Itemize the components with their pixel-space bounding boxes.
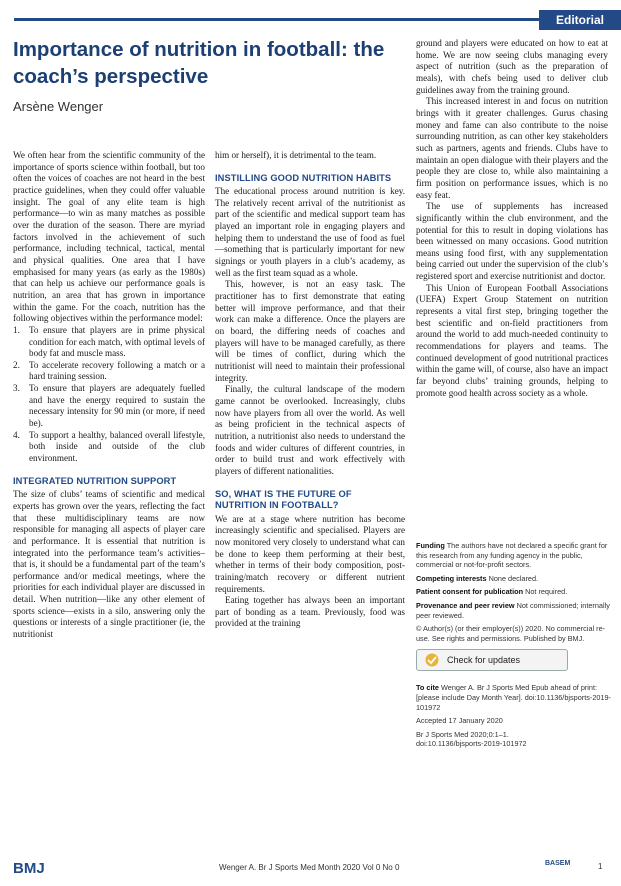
funding-label: Funding: [416, 541, 445, 550]
list-item: [13, 325, 205, 360]
paragraph: Eating together has always been an important part of bonding as a team. Previously, food was provided at the training: [215, 595, 405, 629]
list-number: 2.: [13, 359, 20, 370]
competing-interests: [416, 574, 611, 584]
section-heading: SO, WHAT IS THE FUTURE OF NUTRITION IN FOOTBALL?: [215, 488, 352, 511]
copyright-notice: © Author(s) (or their employer(s)) 2020. No commercial re-use. See rights and permissions. Published by BMJ.: [416, 624, 606, 643]
consent-text: Not required.: [525, 587, 568, 597]
consent-label: Patient consent for publication: [416, 587, 524, 597]
list-text: To ensure that players are in prime physical condition for each match, with optimal levels of body fat and muscle mass.: [29, 324, 205, 359]
provenance-text: Not commissioned; internally peer reviewed.: [416, 600, 610, 620]
patient-consent: [416, 587, 611, 597]
column-2: [215, 150, 405, 630]
header-bar: [0, 10, 621, 26]
paragraph: We are at a stage where nutrition has become increasingly scientific and specialised. Players are now monitored very closely to understand what can be done to keep them performing at their best, whether in terms of their body composition, post-training/match recovery or different nutrient requirements.: [215, 513, 405, 594]
section-heading: INSTILLING GOOD NUTRITION HABITS: [215, 172, 392, 183]
provenance: [416, 601, 611, 620]
footer-citation: Wenger A. Br J Sports Med Month 2020 Vol 0 No 0: [219, 863, 400, 872]
basem-logo: BASEM: [545, 860, 571, 867]
list-item: [13, 430, 205, 465]
check-updates-label: Check for updates: [447, 654, 521, 665]
paragraph: The size of clubs’ teams of scientific and medical experts has grown over the years, reflecting the fact that these multidisciplinary teams are now responsible for managing all aspects of player care and performance. It is essential that nutrition is integrated into the performance team’s activities–that is, it should be a fundamental part of the team’s performance and/or medical meetings, where the priorities for each individual player are discussed in detail. When nutrition—like any other element of sports science—exists in a silo, answering only the questions or interests of a single practitioner (ie, the nutritionist: [13, 489, 205, 640]
list-item: [13, 383, 205, 430]
doi-link[interactable]: doi:10.1136/bjsports-2019-101972: [416, 739, 527, 749]
section-heading: INTEGRATED NUTRITION SUPPORT: [13, 475, 177, 486]
paragraph: This, however, is not an easy task. The practitioner has to first demonstrate that eating better will improve performance, and that their work can make a difference. Once the players are on board, the differing needs of coaches and players will have to be managed carefully, as there will be times of conflict, during which the nutritionist will need to maintain their professional integrity.: [215, 279, 405, 383]
crossmark-icon: [425, 653, 439, 667]
column-1: [13, 150, 205, 641]
objectives-list: [13, 325, 205, 465]
list-text: To support a healthy, balanced overall lifestyle, both inside and outside of the club environment.: [29, 429, 205, 464]
paragraph: The educational process around nutrition is key. The relatively recent arrival of the nutritionist as part of the scientific and medical support team has played an important role in engaging players and helping them to understand the use of food as fuel—something that is particularly important for new signings or youth players in a club’s academy, as well as the first team squad as a whole.: [215, 186, 405, 278]
competing-text: None declared.: [488, 573, 539, 583]
article-author: Arsène Wenger: [13, 99, 104, 114]
journal-reference: Br J Sports Med 2020;0:1–1.: [416, 729, 509, 739]
list-text: To accelerate recovery following a match or a hard training session.: [29, 359, 205, 382]
list-item: [13, 360, 205, 383]
paragraph: ground and players were educated on how to eat at home. We are now seeing clubs managing every aspect of nutrition (such as the preparation of meals), with chefs being used to deliver club guidelines away from the training ground.: [416, 38, 608, 95]
list-number: 1.: [13, 324, 20, 335]
paragraph: him or herself), it is detrimental to the team.: [215, 150, 377, 160]
accepted-date: Accepted 17 January 2020: [416, 716, 503, 726]
article-metadata: [416, 541, 611, 753]
paragraph: Finally, the cultural landscape of the modern game cannot be overlooked. Increasingly, clubs now have players from all over the world. As well as being proficient in the technical aspects of nutrition, a nutritionist also needs to understand the foods and wider cultures of different countries, in order to build trust and work effectively with players of different nationalities.: [215, 384, 405, 476]
list-text: To ensure that players are adequately fuelled and have the energy required to sustain the necessary intensity for 90 min (or more, if need be).: [29, 383, 205, 429]
bmj-logo: BMJ: [13, 860, 45, 877]
check-for-updates-button[interactable]: [416, 649, 568, 671]
provenance-label: Provenance and peer review: [416, 600, 515, 610]
competing-label: Competing interests: [416, 573, 487, 583]
page-footer: [0, 856, 621, 886]
cite-label: To cite: [416, 683, 439, 693]
paragraph: This Union of European Football Associations (UEFA) Expert Group Statement on nutrition represents a vital first step, bringing together the best scientific and on-field practitioners from around the world to add much-needed continuity to recommendations for players and teams. The continued development of good nutritional practices within the game will, of course, also have an impact far beyond clubs’ training grounds, helping to promote good health across society as a whole.: [416, 282, 608, 398]
paragraph: This increased interest in and focus on nutrition brings with it greater challenges. Gurus chasing money and fame can also contribute to the noise surrounding nutrition, as can other key stakeholders such as partners, agents and friends. Clubs have to maintain an open dialogue with their players and the people they are close to, while also maintaining a firm position on performance issues, which is no easy feat.: [416, 96, 608, 200]
citation: [416, 683, 611, 712]
funding-text: The authors have not declared a specific grant for this research from any funding agency in the public, commercial or not-for-profit sectors.: [416, 541, 608, 570]
column-3: [416, 38, 608, 399]
section-tag: Editorial: [539, 10, 621, 30]
article-title: Importance of nutrition in football: the coach’s perspective: [13, 38, 385, 88]
funding-statement: [416, 541, 611, 570]
header-rule: [14, 18, 621, 21]
cite-text: Wenger A. Br J Sports Med Epub ahead of print: [please include Day Month Year]. doi:10.1136/bjsports-2019-101972: [416, 683, 611, 712]
list-number: 4.: [13, 429, 20, 440]
list-number: 3.: [13, 383, 20, 394]
paragraph: We often hear from the scientific community of the importance of sports science within football, but too often the voices of coaches are not heard in the best practice guidelines, when they could offer valuable insight. The goal of any elite team is high performance—to win as many matches as possible over the duration of the season. There are myriad factors involved in the achievement of such performance, including technical, tactical, mental and physical qualities. One area that I have emphasised for many years (as early as the 1980s) that can help us achieve our performance goals is nutrition, an area that has grown in importance within the game. For the coach, nutrition has the following objectives within the performance model:: [13, 150, 205, 324]
paragraph: The use of supplements has increased significantly within the club environment, and the potential for this to result in doping violations has been witnessed on many occasions. Good nutrition means using food first, with any supplementation being carried out under the supervision of the club’s registered sport and exercise nutritionist and doctor.: [416, 201, 608, 282]
page-number: 1: [598, 862, 603, 871]
